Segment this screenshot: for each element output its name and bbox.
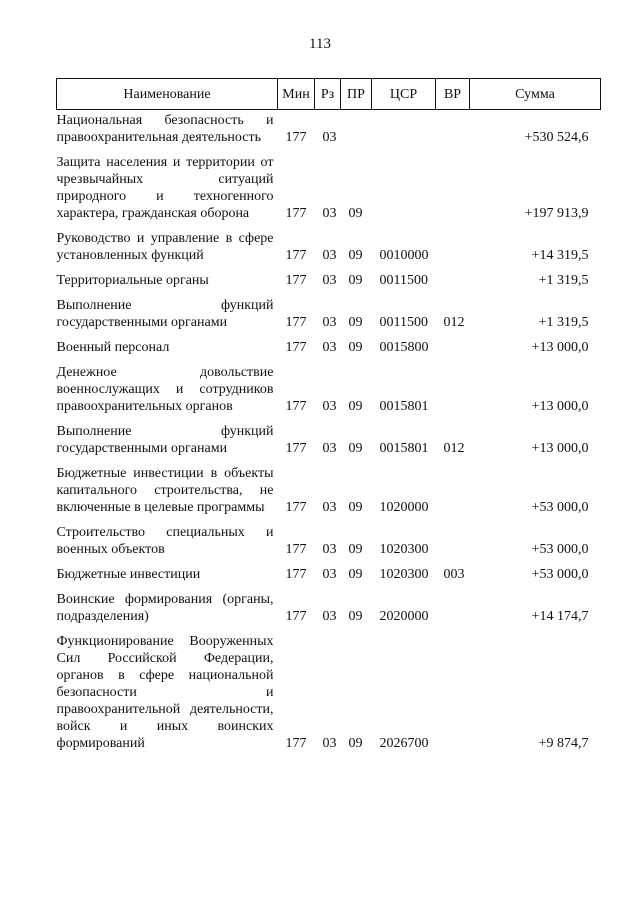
table-row bbox=[57, 524, 601, 558]
cell-rz: 03 bbox=[322, 441, 337, 456]
cell-min: 177 bbox=[285, 248, 307, 263]
cell-name: Защита населения и территории от чрезвычайных ситуаций природного и техногенного характера, гражданская оборона bbox=[56, 155, 274, 221]
cell-pr: 09 bbox=[348, 315, 363, 330]
cell-csr: 0015801 bbox=[379, 441, 429, 456]
table-row bbox=[57, 364, 601, 415]
cell-min: 177 bbox=[285, 315, 307, 330]
row-spacer bbox=[57, 516, 601, 524]
table-header bbox=[57, 79, 601, 110]
row-spacer-cell bbox=[57, 457, 601, 465]
cell-pr: 09 bbox=[348, 273, 363, 288]
cell-vr bbox=[436, 230, 470, 264]
row-spacer-cell bbox=[57, 415, 601, 423]
cell-vr bbox=[436, 110, 470, 147]
cell-rz: 03 bbox=[322, 273, 337, 288]
cell-min: 177 bbox=[285, 206, 307, 221]
cell-sum: +53 000,0 bbox=[531, 542, 589, 557]
cell-rz: 03 bbox=[322, 542, 337, 557]
row-spacer-cell bbox=[57, 356, 601, 364]
row-spacer bbox=[57, 331, 601, 339]
table-row bbox=[57, 110, 601, 147]
header-sum: Сумма bbox=[470, 79, 601, 110]
row-spacer-cell bbox=[57, 625, 601, 633]
header-name: Наименование bbox=[57, 79, 278, 110]
table-row bbox=[57, 230, 601, 264]
row-spacer bbox=[57, 222, 601, 230]
cell-csr: 1020300 bbox=[379, 542, 429, 557]
cell-name: Функционирование Вооруженных Сил Российской Федерации, органов в сфере национальной безопасности и правоохранительной деятельности, войск и иных воинских формирований bbox=[56, 634, 274, 751]
row-spacer bbox=[57, 625, 601, 633]
table-row bbox=[57, 297, 601, 331]
cell-rz: 03 bbox=[322, 500, 337, 515]
table-row bbox=[57, 339, 601, 356]
table-row bbox=[57, 633, 601, 752]
cell-csr bbox=[372, 154, 436, 222]
cell-sum: +53 000,0 bbox=[531, 567, 589, 582]
row-spacer-cell bbox=[57, 264, 601, 272]
cell-rz: 03 bbox=[322, 130, 337, 145]
cell-sum: +9 874,7 bbox=[538, 736, 589, 751]
cell-pr: 09 bbox=[348, 736, 363, 751]
cell-pr bbox=[341, 110, 372, 147]
cell-min: 177 bbox=[285, 609, 307, 624]
cell-vr bbox=[436, 154, 470, 222]
cell-sum: +14 319,5 bbox=[531, 248, 589, 263]
cell-sum: +13 000,0 bbox=[531, 441, 589, 456]
header-pr: ПР bbox=[341, 79, 372, 110]
cell-csr: 2026700 bbox=[379, 736, 429, 751]
cell-rz: 03 bbox=[322, 206, 337, 221]
cell-pr: 09 bbox=[348, 248, 363, 263]
cell-csr: 0011500 bbox=[379, 273, 428, 288]
cell-rz: 03 bbox=[322, 315, 337, 330]
header-vr: ВР bbox=[436, 79, 470, 110]
row-spacer-cell bbox=[57, 222, 601, 230]
table-body bbox=[57, 110, 601, 753]
header-csr: ЦСР bbox=[372, 79, 436, 110]
cell-rz: 03 bbox=[322, 340, 337, 355]
cell-sum: +1 319,5 bbox=[538, 315, 589, 330]
cell-name: Бюджетные инвестиции bbox=[56, 567, 201, 582]
table-row bbox=[57, 423, 601, 457]
cell-vr bbox=[436, 364, 470, 415]
cell-rz: 03 bbox=[322, 399, 337, 414]
cell-sum: +53 000,0 bbox=[531, 500, 589, 515]
cell-pr: 09 bbox=[348, 441, 363, 456]
table-row bbox=[57, 465, 601, 516]
cell-vr bbox=[436, 465, 470, 516]
cell-vr: 012 bbox=[443, 315, 465, 330]
row-spacer bbox=[57, 146, 601, 154]
cell-min: 177 bbox=[285, 399, 307, 414]
row-spacer bbox=[57, 558, 601, 566]
row-spacer bbox=[57, 583, 601, 591]
cell-pr: 09 bbox=[348, 399, 363, 414]
cell-rz: 03 bbox=[322, 736, 337, 751]
cell-csr: 0010000 bbox=[379, 248, 429, 263]
cell-sum: +14 174,7 bbox=[531, 609, 589, 624]
row-spacer-cell bbox=[57, 331, 601, 339]
cell-name: Денежное довольствие военнослужащих и сотрудников правоохранительных органов bbox=[56, 365, 274, 414]
cell-min: 177 bbox=[285, 130, 307, 145]
cell-pr: 09 bbox=[348, 340, 363, 355]
table-row bbox=[57, 154, 601, 222]
cell-name: Военный персонал bbox=[56, 340, 170, 355]
page-number: 113 bbox=[309, 36, 331, 52]
row-spacer bbox=[57, 356, 601, 364]
cell-sum: +197 913,9 bbox=[524, 206, 589, 221]
cell-rz: 03 bbox=[322, 567, 337, 582]
cell-vr: 003 bbox=[443, 567, 465, 582]
cell-min: 177 bbox=[285, 567, 307, 582]
cell-min: 177 bbox=[285, 273, 307, 288]
row-spacer-cell bbox=[57, 558, 601, 566]
table-row bbox=[57, 591, 601, 625]
row-spacer bbox=[57, 457, 601, 465]
table-row bbox=[57, 272, 601, 289]
cell-name: Национальная безопасность и правоохранительная деятельность bbox=[56, 113, 274, 145]
cell-csr: 1020300 bbox=[379, 567, 429, 582]
cell-sum: +530 524,6 bbox=[524, 130, 589, 145]
cell-name: Строительство специальных и военных объектов bbox=[56, 525, 274, 557]
row-spacer-cell bbox=[57, 516, 601, 524]
cell-min: 177 bbox=[285, 542, 307, 557]
cell-name: Выполнение функций государственными органами bbox=[56, 424, 274, 456]
cell-csr bbox=[372, 110, 436, 147]
cell-pr: 09 bbox=[348, 567, 363, 582]
cell-vr bbox=[436, 633, 470, 752]
cell-pr: 09 bbox=[348, 609, 363, 624]
cell-csr: 0011500 bbox=[379, 315, 428, 330]
cell-vr: 012 bbox=[443, 441, 465, 456]
row-spacer bbox=[57, 415, 601, 423]
cell-csr: 0015800 bbox=[379, 340, 429, 355]
cell-sum: +13 000,0 bbox=[531, 399, 589, 414]
cell-vr bbox=[436, 591, 470, 625]
cell-pr: 09 bbox=[348, 500, 363, 515]
cell-csr: 0015801 bbox=[379, 399, 429, 414]
cell-name: Бюджетные инвестиции в объекты капитального строительства, не включенные в целевые программы bbox=[56, 466, 274, 515]
cell-rz: 03 bbox=[322, 609, 337, 624]
cell-rz: 03 bbox=[322, 248, 337, 263]
cell-vr bbox=[436, 339, 470, 356]
row-spacer-cell bbox=[57, 146, 601, 154]
cell-csr: 2020000 bbox=[379, 609, 429, 624]
cell-min: 177 bbox=[285, 736, 307, 751]
cell-vr bbox=[436, 524, 470, 558]
row-spacer-cell bbox=[57, 289, 601, 297]
header-rz: Рз bbox=[315, 79, 341, 110]
cell-sum: +1 319,5 bbox=[538, 273, 589, 288]
cell-min: 177 bbox=[285, 340, 307, 355]
cell-min: 177 bbox=[285, 441, 307, 456]
cell-name: Воинские формирования (органы, подразделения) bbox=[56, 592, 274, 624]
budget-table bbox=[56, 78, 601, 752]
cell-vr bbox=[436, 272, 470, 289]
cell-name: Руководство и управление в сфере установленных функций bbox=[56, 231, 274, 263]
cell-sum: +13 000,0 bbox=[531, 340, 589, 355]
row-spacer bbox=[57, 289, 601, 297]
cell-pr: 09 bbox=[348, 206, 363, 221]
header-min: Мин bbox=[278, 79, 315, 110]
cell-name: Территориальные органы bbox=[56, 273, 209, 288]
cell-pr: 09 bbox=[348, 542, 363, 557]
cell-min: 177 bbox=[285, 500, 307, 515]
row-spacer-cell bbox=[57, 583, 601, 591]
table-row bbox=[57, 566, 601, 583]
cell-name: Выполнение функций государственными органами bbox=[56, 298, 274, 330]
cell-csr: 1020000 bbox=[379, 500, 429, 515]
row-spacer bbox=[57, 264, 601, 272]
